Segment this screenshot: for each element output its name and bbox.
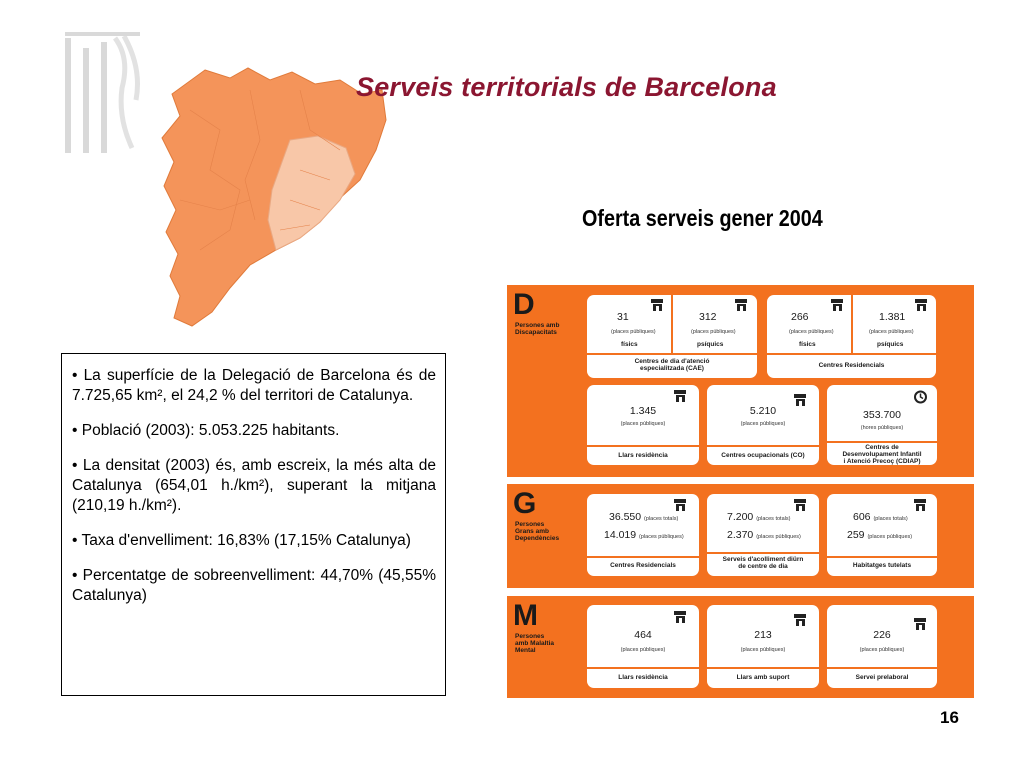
card-footer: Habitatges tutelats <box>852 562 912 569</box>
stat-value: 226 <box>873 629 891 641</box>
stat-unit: (places públiques) <box>611 329 656 335</box>
stat-value: 7.200 (places totals) <box>727 511 791 523</box>
card-footer: Centres Residencials <box>610 562 676 569</box>
panel-label: Persones amb Malaltia Mental <box>515 633 555 654</box>
card-m-suport <box>707 605 819 688</box>
catalonia-map <box>150 50 390 330</box>
panel-letter: D <box>513 288 535 321</box>
house-icon <box>793 498 808 512</box>
card-g-daycare <box>707 494 819 576</box>
house-icon <box>793 613 808 627</box>
card-footer: Centres de Desenvolupament Infantil i Atenció Precoç (CDIAP) <box>842 444 922 465</box>
panel-label: Persones Grans amb Dependències <box>515 521 560 542</box>
stat-unit: (places públiques) <box>740 647 786 653</box>
house-icon <box>830 298 845 312</box>
panel-disability <box>507 285 974 477</box>
stat-value: 36.550 (places totals) <box>609 511 679 523</box>
panel-letter: M <box>513 599 538 632</box>
stat-value: 2.370 (places públiques) <box>727 529 801 541</box>
stat-unit: (places públiques) <box>691 329 736 335</box>
stat-value: 31 <box>617 311 629 323</box>
stat-value: 259 (places públiques) <box>847 529 913 541</box>
institution-logo <box>60 28 150 156</box>
info-item: • La densitat (2003) és, amb escreix, la més alta de Catalunya (654,01 h./km²), superant la mitjana (210,19 h./km²). <box>72 457 436 514</box>
stat-value: 606 (places totals) <box>853 511 908 523</box>
stat-unit: (places públiques) <box>620 647 666 653</box>
info-item: • Percentatge de sobreenvelliment: 44,70% (45,55% Catalunya) <box>72 567 436 604</box>
stat-sub: físics <box>621 341 638 348</box>
stat-unit: (places públiques) <box>789 329 834 335</box>
info-item: • Població (2003): 5.053.225 habitants. <box>72 422 340 439</box>
stat-value: 1.345 <box>629 405 657 417</box>
panel-elderly <box>507 484 974 588</box>
card-footer: Llars residència <box>618 452 668 459</box>
card-footer: Centres Residencials <box>818 362 885 369</box>
house-icon <box>914 298 929 312</box>
card-m-prelab <box>827 605 937 688</box>
stat-unit: (places públiques) <box>740 421 786 427</box>
card-cae <box>587 295 757 378</box>
card-g-tutelats <box>827 494 937 576</box>
stat-sub: psíquics <box>697 341 724 348</box>
house-icon <box>650 298 665 312</box>
card-footer: Llars residència <box>618 674 668 681</box>
card-llars <box>587 385 699 465</box>
card-footer: Llars amb suport <box>736 674 790 681</box>
section-subtitle: Oferta serveis gener 2004 <box>582 205 823 231</box>
house-icon <box>673 389 688 403</box>
page-number: 16 <box>940 708 959 727</box>
card-cdiap <box>827 385 937 465</box>
card-residential <box>767 295 936 378</box>
stat-sub: físics <box>799 341 816 348</box>
card-co <box>707 385 819 465</box>
panel-mental-health <box>507 596 974 698</box>
card-g-residential <box>587 494 699 576</box>
card-footer: Centres ocupacionals (CO) <box>721 452 805 459</box>
stat-unit: (hores públiques) <box>860 425 904 431</box>
stat-unit: (places públiques) <box>869 329 914 335</box>
clock-icon <box>913 390 928 404</box>
stat-unit: (places públiques) <box>620 421 666 427</box>
house-icon <box>913 498 928 512</box>
stat-value: 266 <box>791 311 809 323</box>
stat-value: 213 <box>754 629 772 641</box>
card-footer: Serveis d'acolliment diürn de centre de dia <box>722 556 804 570</box>
stat-value: 14.019 (places públiques) <box>604 529 684 541</box>
house-icon <box>673 498 688 512</box>
house-icon <box>734 298 749 312</box>
stat-sub: psíquics <box>877 341 904 348</box>
stat-value: 1.381 <box>879 311 906 323</box>
panel-letter: G <box>513 487 537 520</box>
stat-value: 464 <box>634 629 652 641</box>
panel-label: Persones amb Discapacitats <box>515 322 560 336</box>
info-box <box>61 353 446 696</box>
stat-unit: (places públiques) <box>859 647 905 653</box>
house-icon <box>673 610 688 624</box>
stat-value: 5.210 <box>749 405 777 417</box>
info-item: • Taxa d'envelliment: 16,83% (17,15% Catalunya) <box>72 532 411 549</box>
stat-value: 353.700 <box>863 409 901 421</box>
info-item: • La superfície de la Delegació de Barcelona és de 7.725,65 km², el 24,2 % del territori de Catalunya. <box>72 367 436 404</box>
card-footer: Servei prelaboral <box>855 674 909 681</box>
card-m-llars <box>587 605 699 688</box>
stat-value: 312 <box>699 311 717 323</box>
card-footer: Centres de dia d'atenció especialitzada (CAE) <box>634 358 710 372</box>
page-title: Serveis territorials de Barcelona <box>356 72 777 102</box>
